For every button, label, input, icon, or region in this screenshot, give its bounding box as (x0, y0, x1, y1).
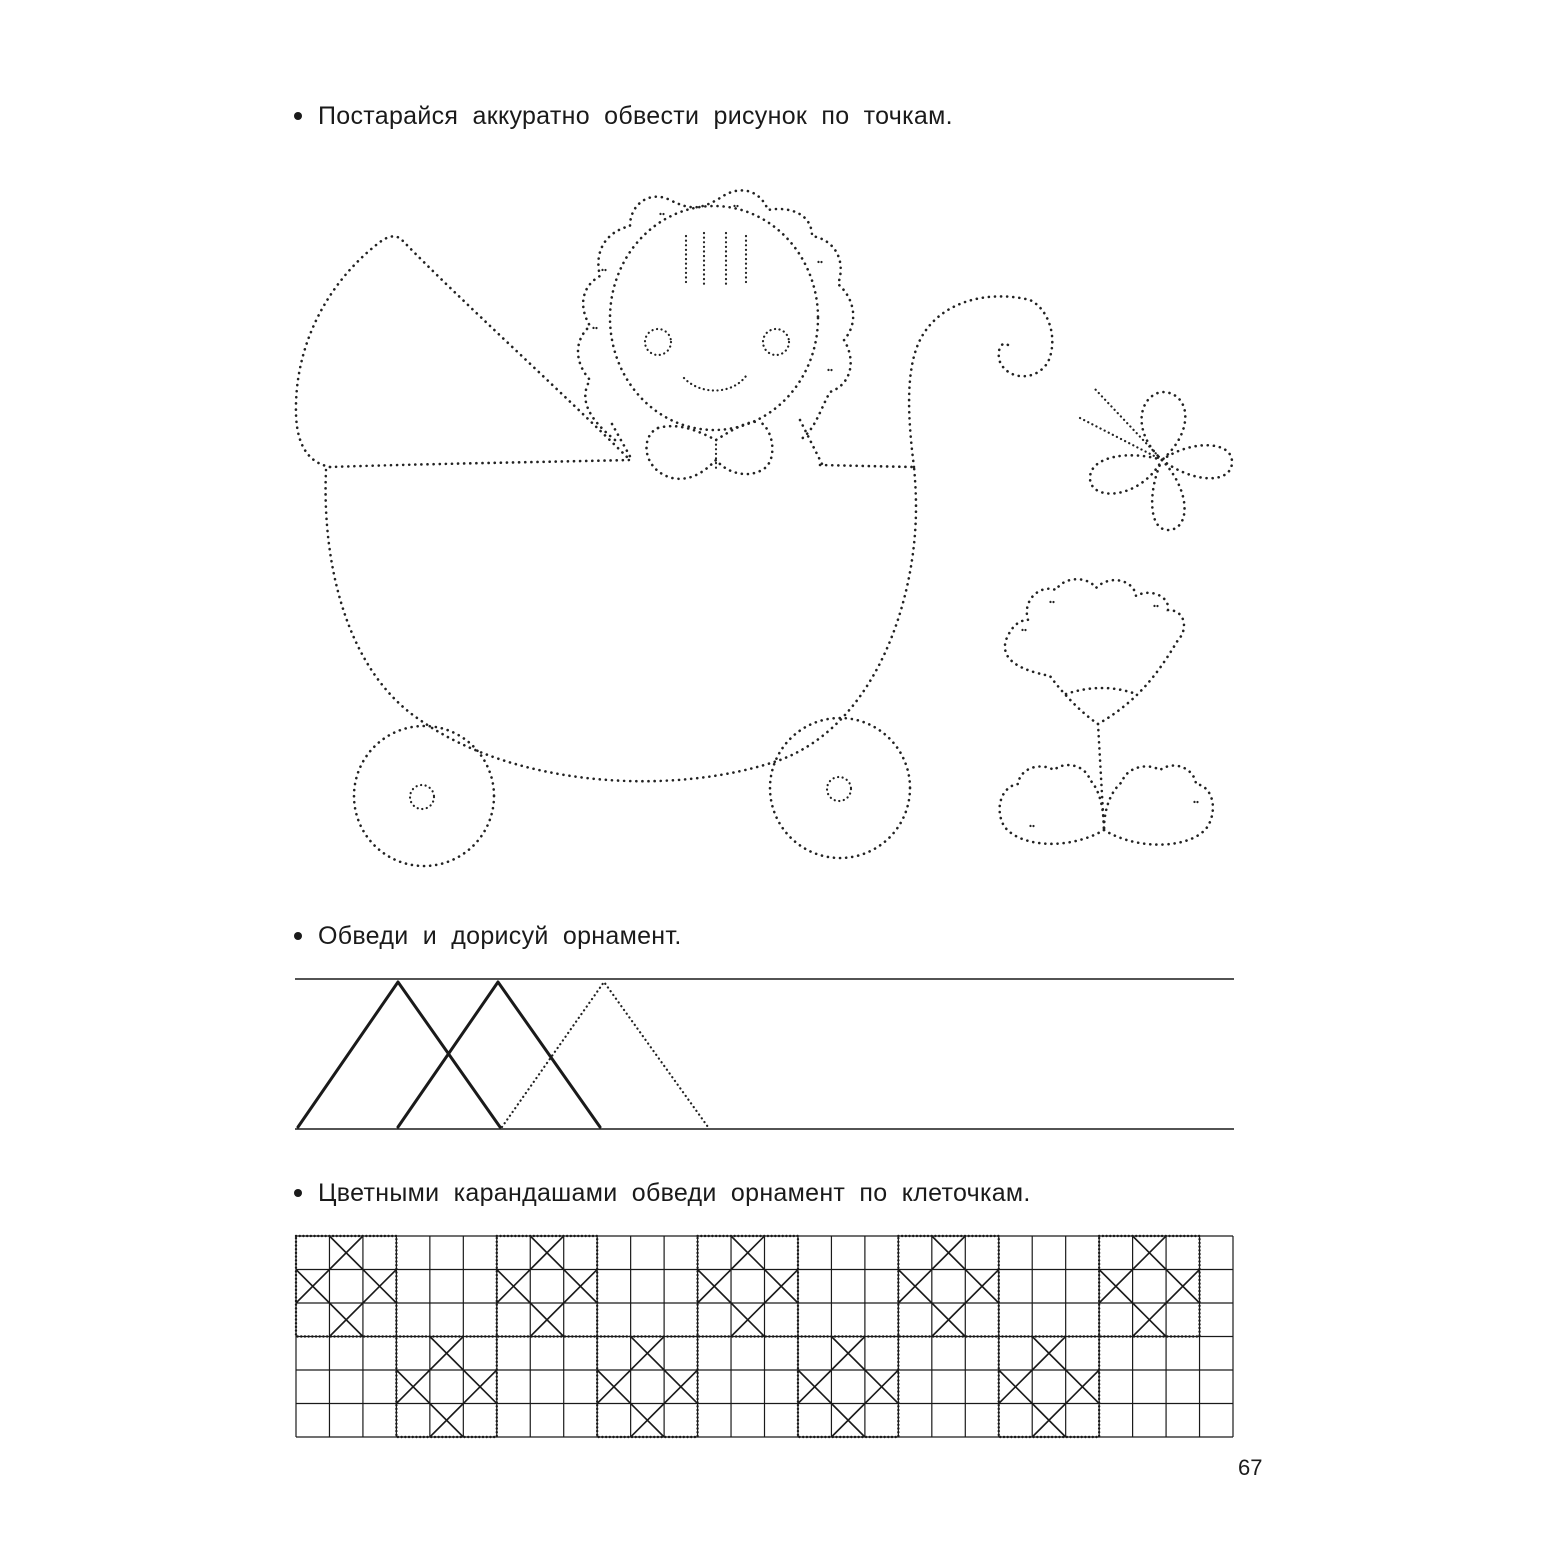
ornament-motif (396, 1337, 496, 1438)
ornament-motif (1099, 1236, 1199, 1337)
motif-dotted-frame (1099, 1236, 1199, 1337)
motif-dotted-frame (597, 1337, 697, 1438)
ornament-motif (296, 1236, 396, 1337)
ornament-motif (698, 1236, 798, 1337)
motif-dotted-frame (698, 1236, 798, 1337)
motif-dotted-frame (798, 1337, 898, 1438)
page-number: 67 (1238, 1455, 1263, 1480)
motif-dotted-frame (898, 1236, 998, 1337)
ornament-motif (898, 1236, 998, 1337)
ornament-motif (597, 1337, 697, 1438)
motif-dotted-frame (999, 1337, 1099, 1438)
ornament-motif (798, 1337, 898, 1438)
instruction-text: Цветными карандашами обведи орнамент по клеточкам. (318, 1179, 1031, 1207)
instruction-text: Обведи и дорисуй орнамент. (318, 922, 682, 950)
ornament-motif (999, 1337, 1099, 1438)
motif-dotted-frame (296, 1236, 396, 1337)
ornament-motif (497, 1236, 597, 1337)
motif-dotted-frame (497, 1236, 597, 1337)
motif-dotted-frame (396, 1337, 496, 1438)
instruction-text: Постарайся аккуратно обвести рисунок по точкам. (318, 102, 953, 130)
